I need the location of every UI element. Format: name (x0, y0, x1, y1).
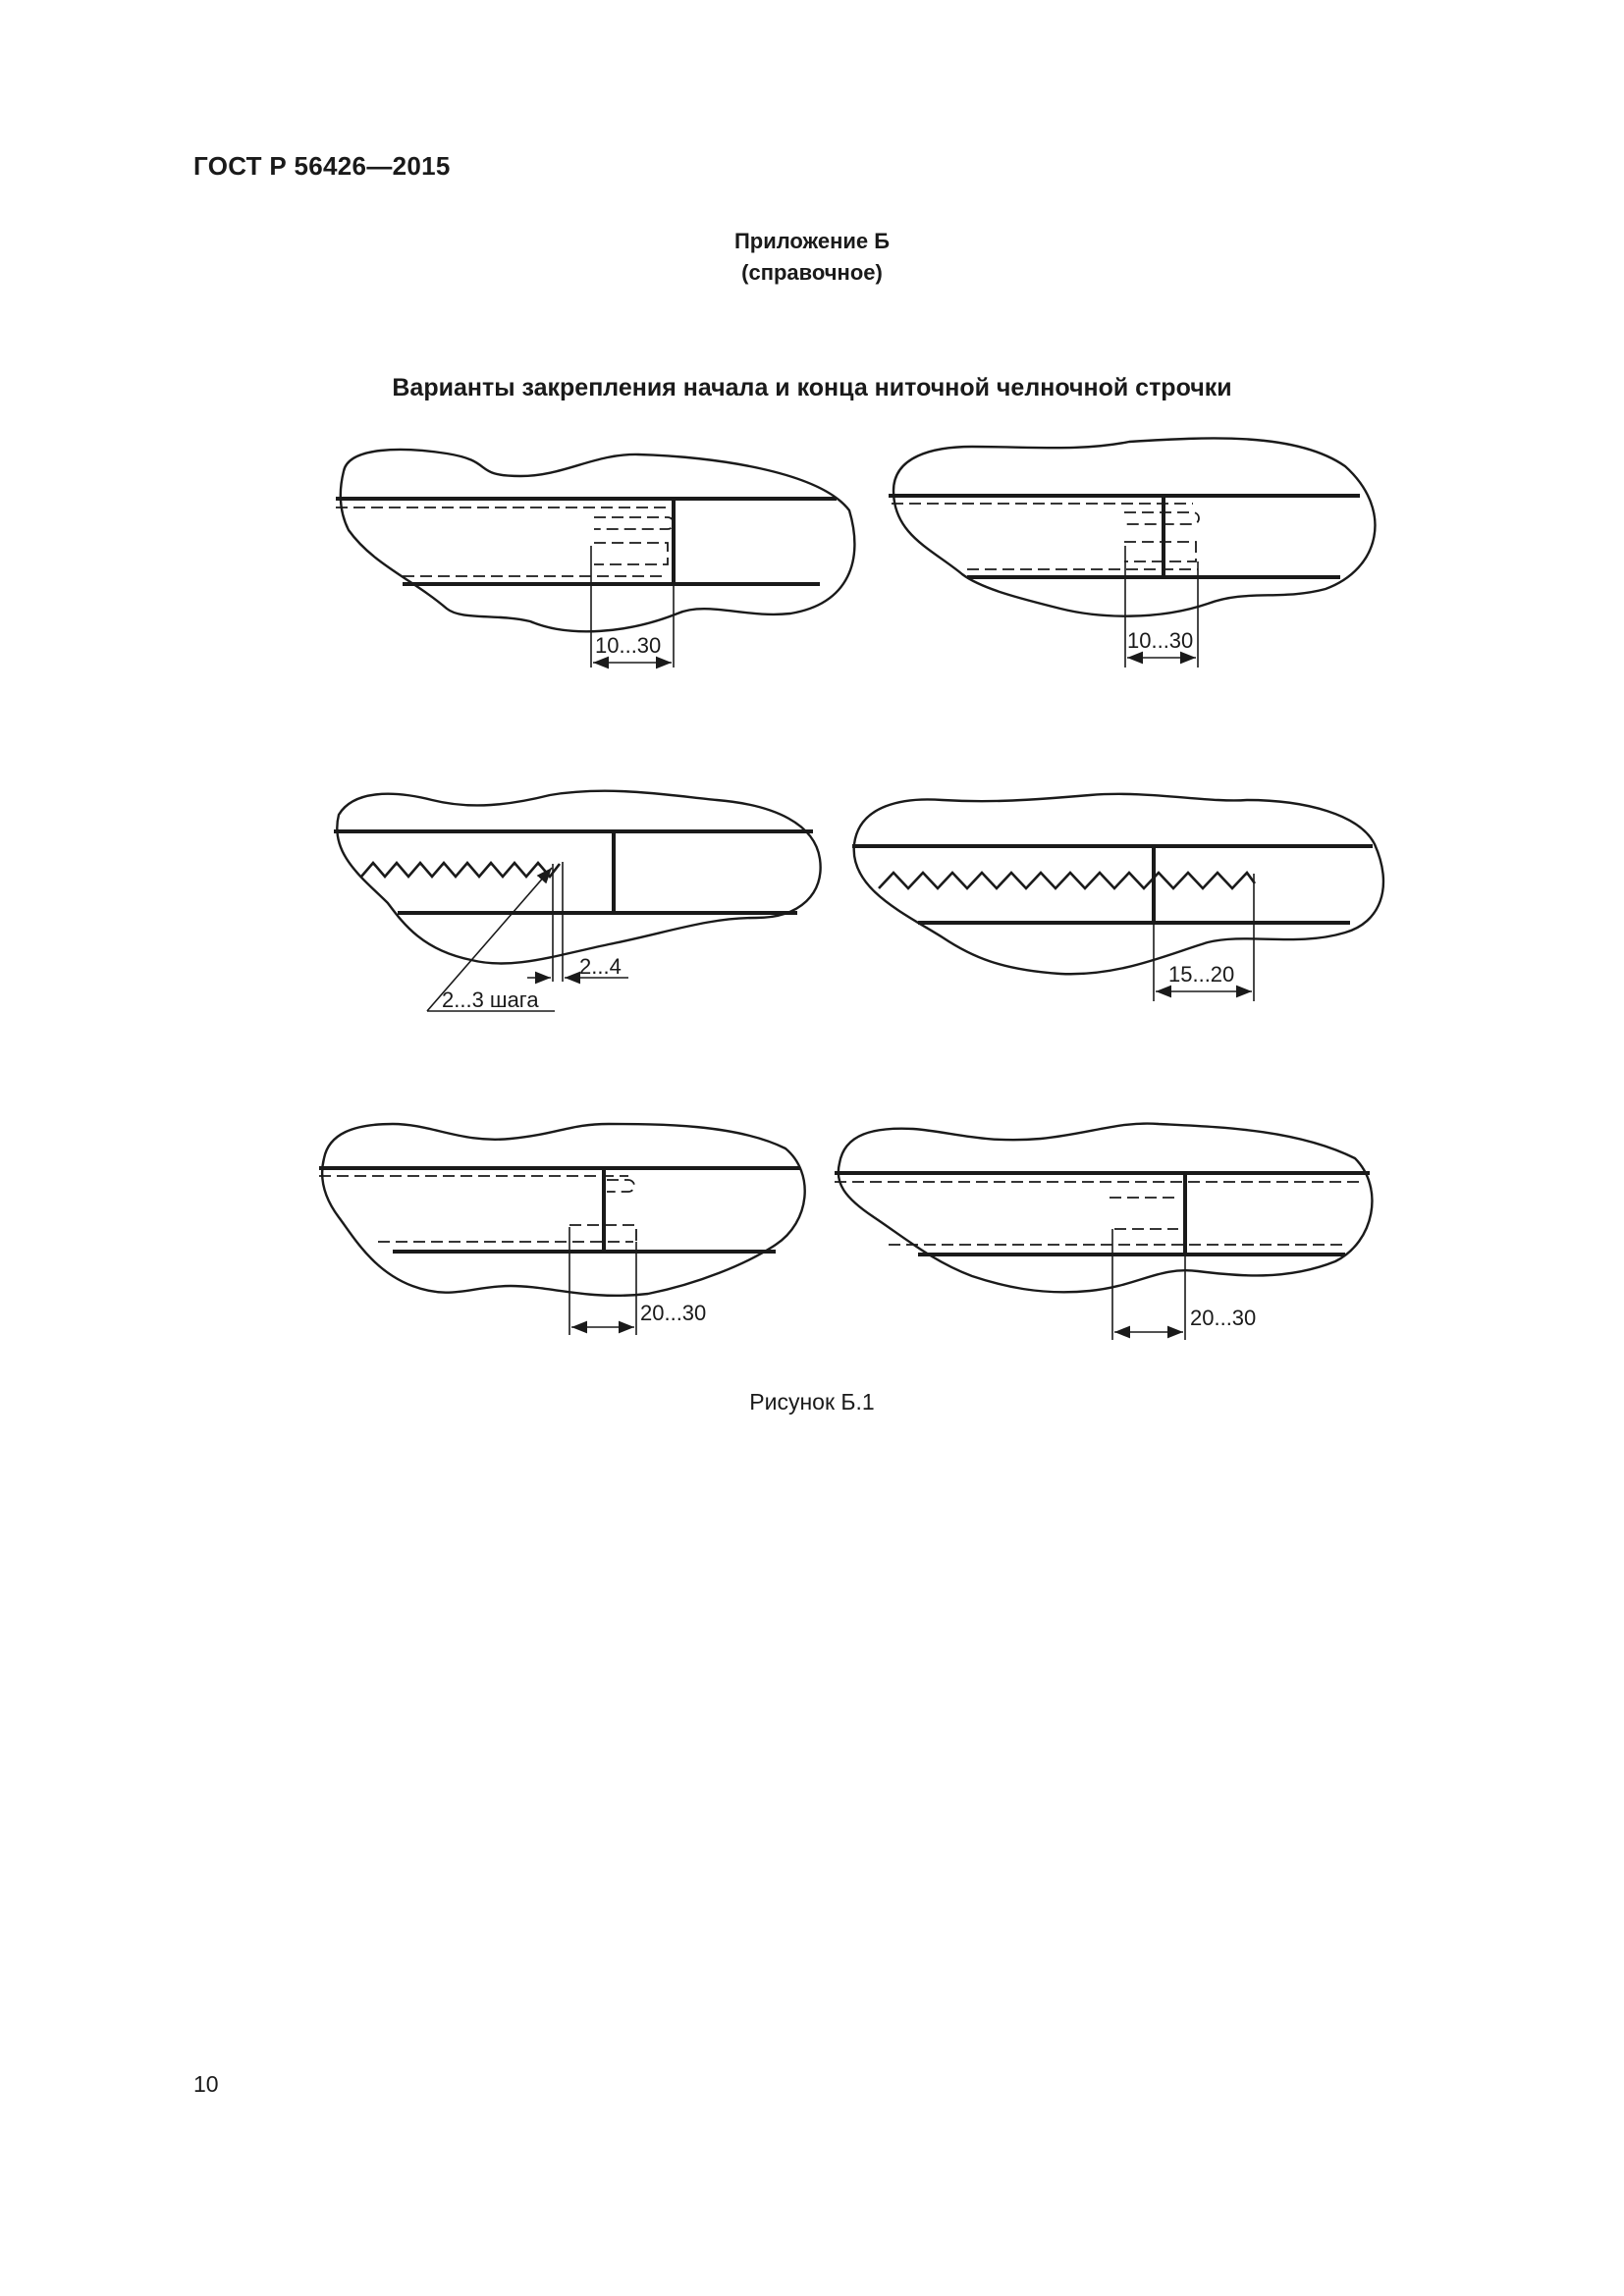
dim-v5: 20...30 (640, 1301, 707, 1325)
dim-v2: 10...30 (1127, 628, 1194, 653)
appendix-note: (справочное) (741, 260, 883, 285)
variant-1-diagram (336, 450, 854, 667)
dim-v1: 10...30 (595, 633, 662, 658)
variant-5-diagram (319, 1124, 805, 1335)
page-number: 10 (193, 2071, 219, 2097)
dim-v6: 20...30 (1190, 1306, 1257, 1330)
dim-v3-gap: 2...4 (579, 954, 622, 979)
zigzag-stitch-v3 (361, 863, 560, 877)
variant-4-diagram (852, 794, 1383, 1001)
figure-title: Варианты закрепления начала и конца ниточной челночной строчки (392, 374, 1232, 401)
variant-2-diagram (889, 438, 1375, 667)
variant-3-diagram (334, 791, 821, 1012)
dim-v3-steps: 2...3 шага (442, 988, 539, 1012)
zigzag-stitch-v4 (879, 873, 1255, 888)
dim-v4: 15...20 (1168, 962, 1235, 987)
standard-header: ГОСТ Р 56426—2015 (193, 151, 451, 181)
variant-6-diagram (835, 1124, 1372, 1340)
appendix-label: Приложение Б (733, 229, 891, 253)
figure-caption: Рисунок Б.1 (749, 1389, 875, 1415)
